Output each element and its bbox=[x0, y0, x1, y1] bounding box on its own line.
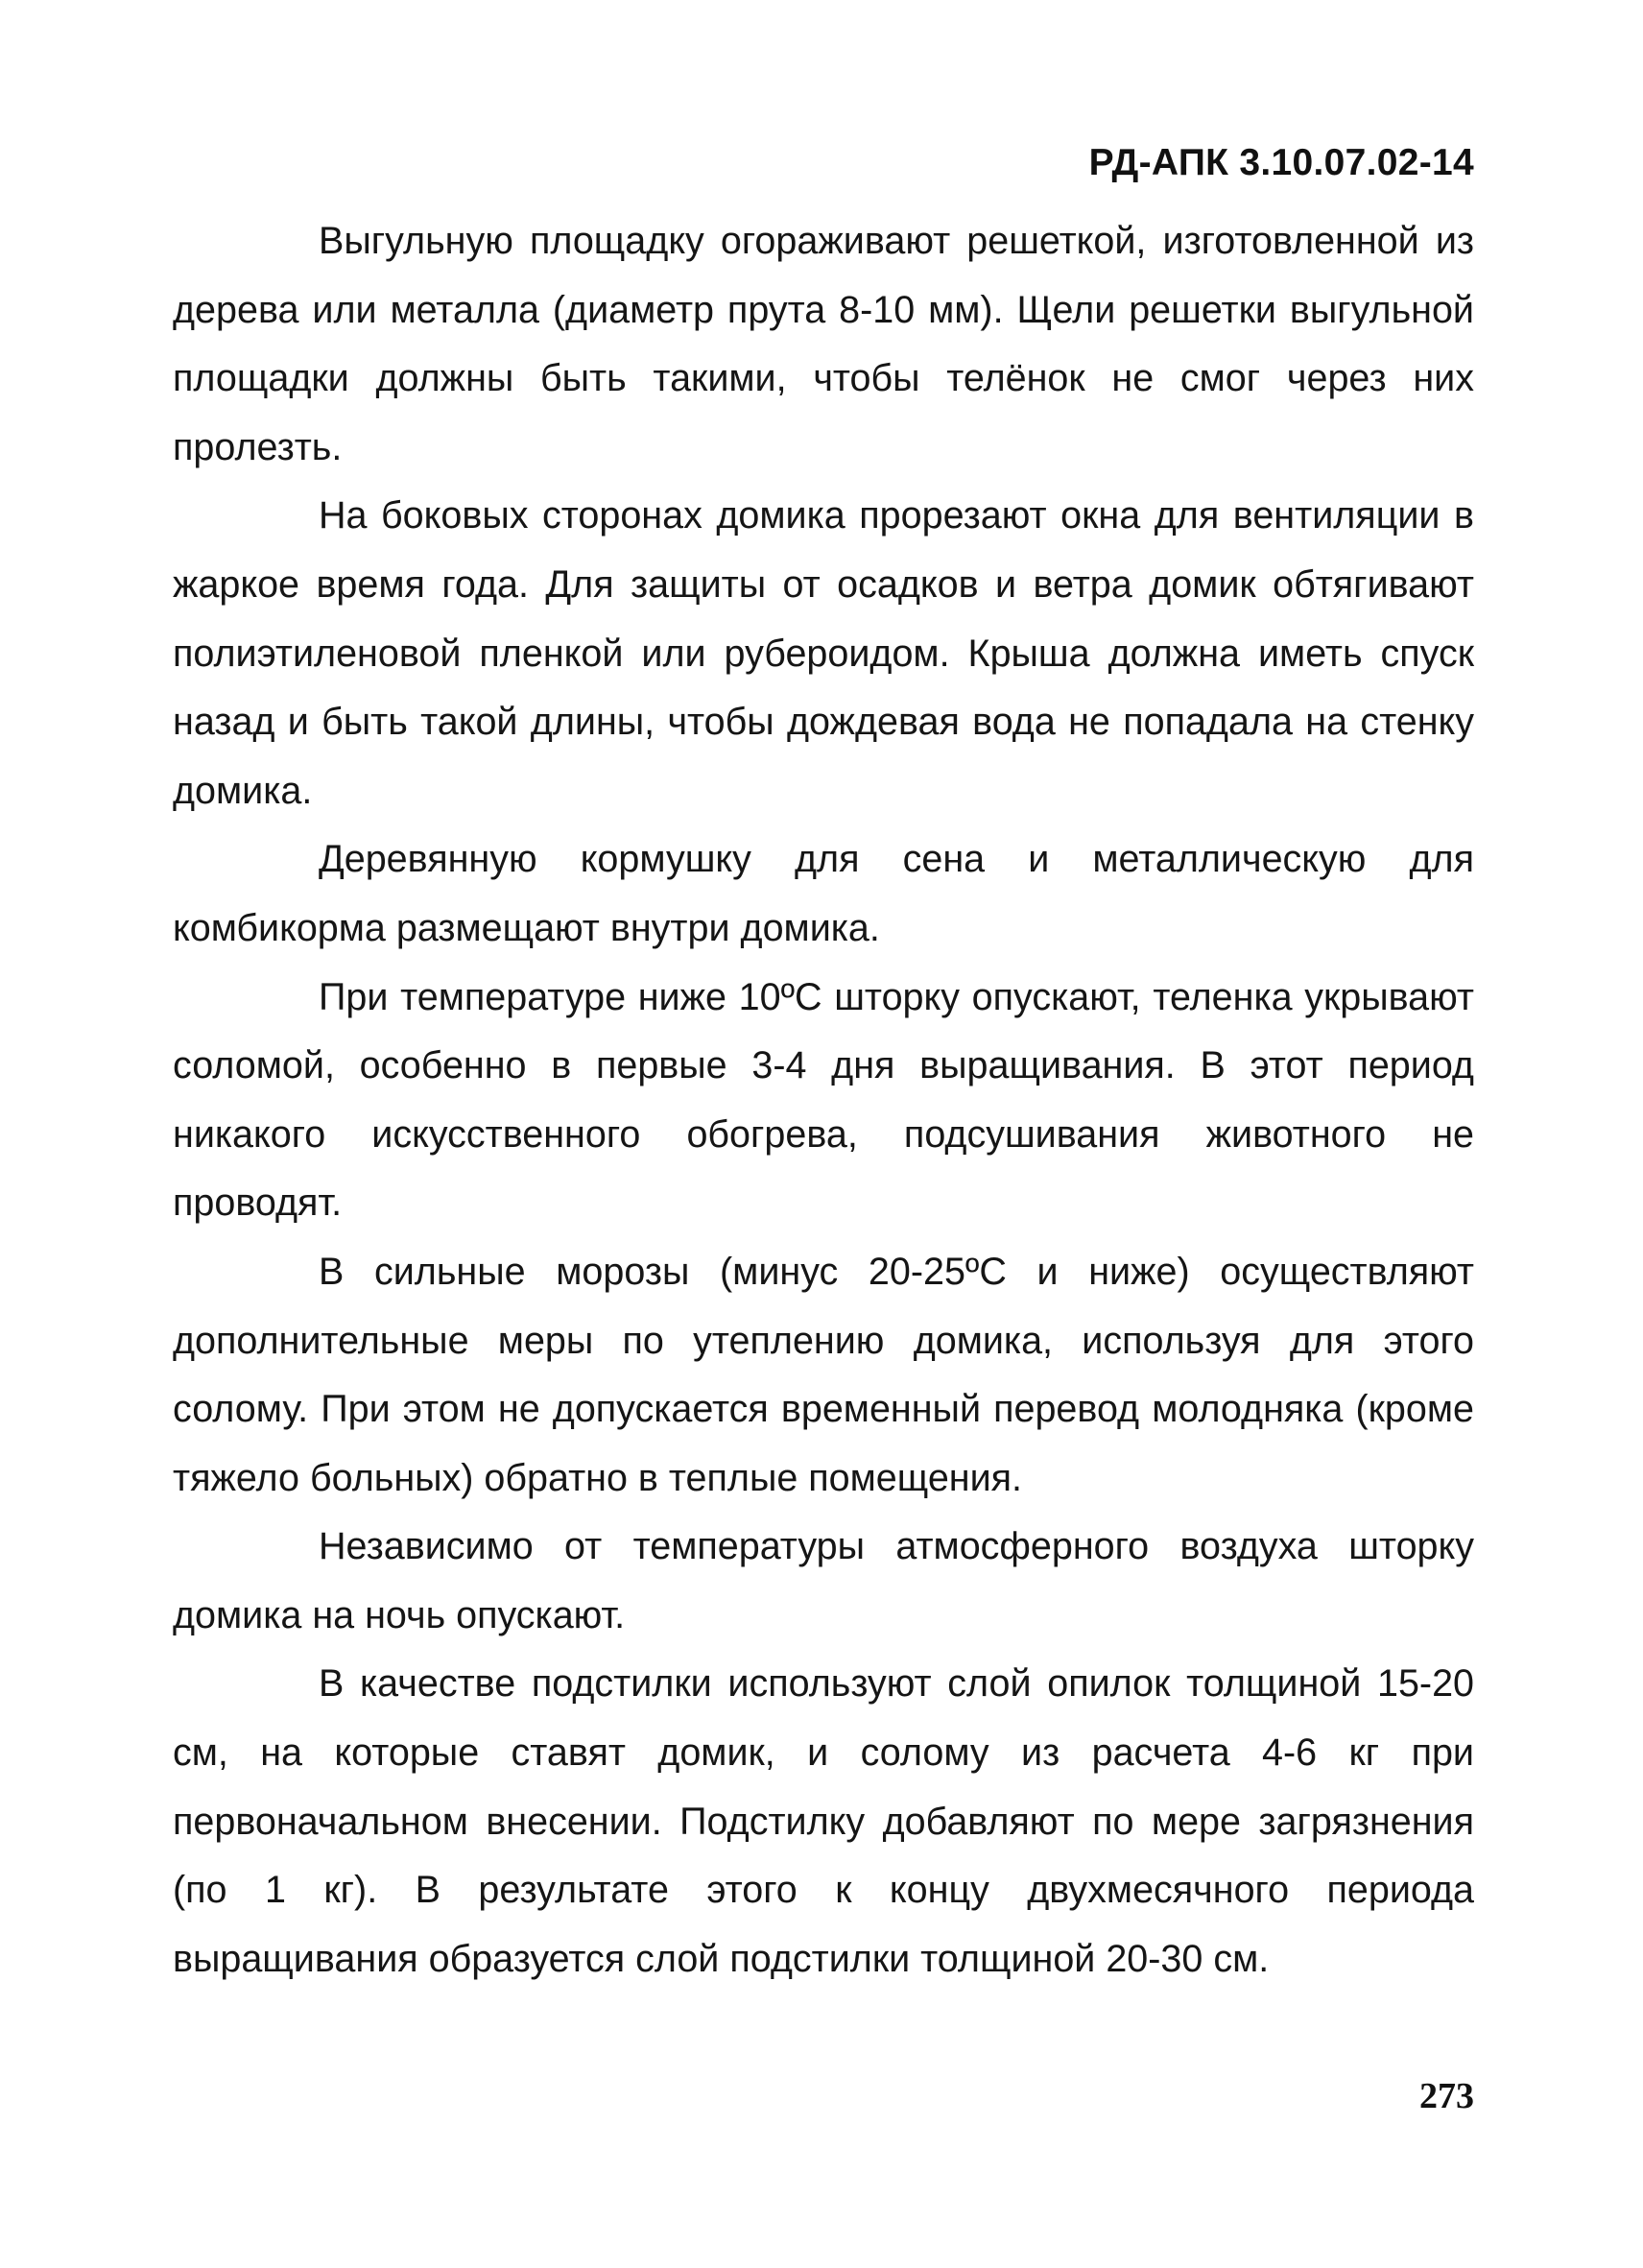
paragraph-low-temperature: При температуре ниже 10ºС шторку опускают, теленка укрывают соломой, особенно в первые 3-4 дня выращивания. В этот период никакого искусственного обогрева, подсушивания животного не проводят. bbox=[173, 975, 1474, 1225]
paragraph-night-curtain: Независимо от температуры атмосферного воздуха шторку домика на ночь опускают. bbox=[173, 1525, 1474, 1636]
paragraph-run-fence: Выгульную площадку огораживают решеткой, изготовленной из дерева или металла (диаметр прута 8-10 мм). Щели решетки выгульной площадки должны быть такими, чтобы телёнок не смог через них пролезть. bbox=[173, 220, 1474, 468]
paragraph-severe-frost: В сильные морозы (минус 20-25ºС и ниже) осуществляют дополнительные меры по утеплению домика, используя для этого солому. При этом не допускается временный перевод молодняка (кроме тяжело больных) обратно в теплые помещения. bbox=[173, 1250, 1474, 1499]
document-code-header: РД-АПК 3.10.07.02-14 bbox=[1088, 142, 1474, 183]
body-text bbox=[173, 207, 1474, 1993]
paragraph-feeders: Деревянную кормушку для сена и металлическую для комбикорма размещают внутри домика. bbox=[173, 838, 1474, 949]
page-number: 273 bbox=[1419, 2076, 1474, 2116]
paragraph-ventilation-roof: На боковых сторонах домика прорезают окна для вентиляции в жаркое время года. Для защиты от осадков и ветра домик обтягивают полиэтиленовой пленкой или рубероидом. Крыша должна иметь спуск назад и быть такой длины, чтобы дождевая вода не попадала на стенку домика. bbox=[173, 494, 1474, 812]
paragraph-bedding: В качестве подстилки используют слой опилок толщиной 15-20 см, на которые ставят домик, и солому из расчета 4-6 кг при первоначальном внесении. Подстилку добавляют по мере загрязнения (по 1 кг). В результате этого к концу двухмесячного периода выращивания образуется слой подстилки толщиной 20-30 см. bbox=[173, 1662, 1474, 1980]
